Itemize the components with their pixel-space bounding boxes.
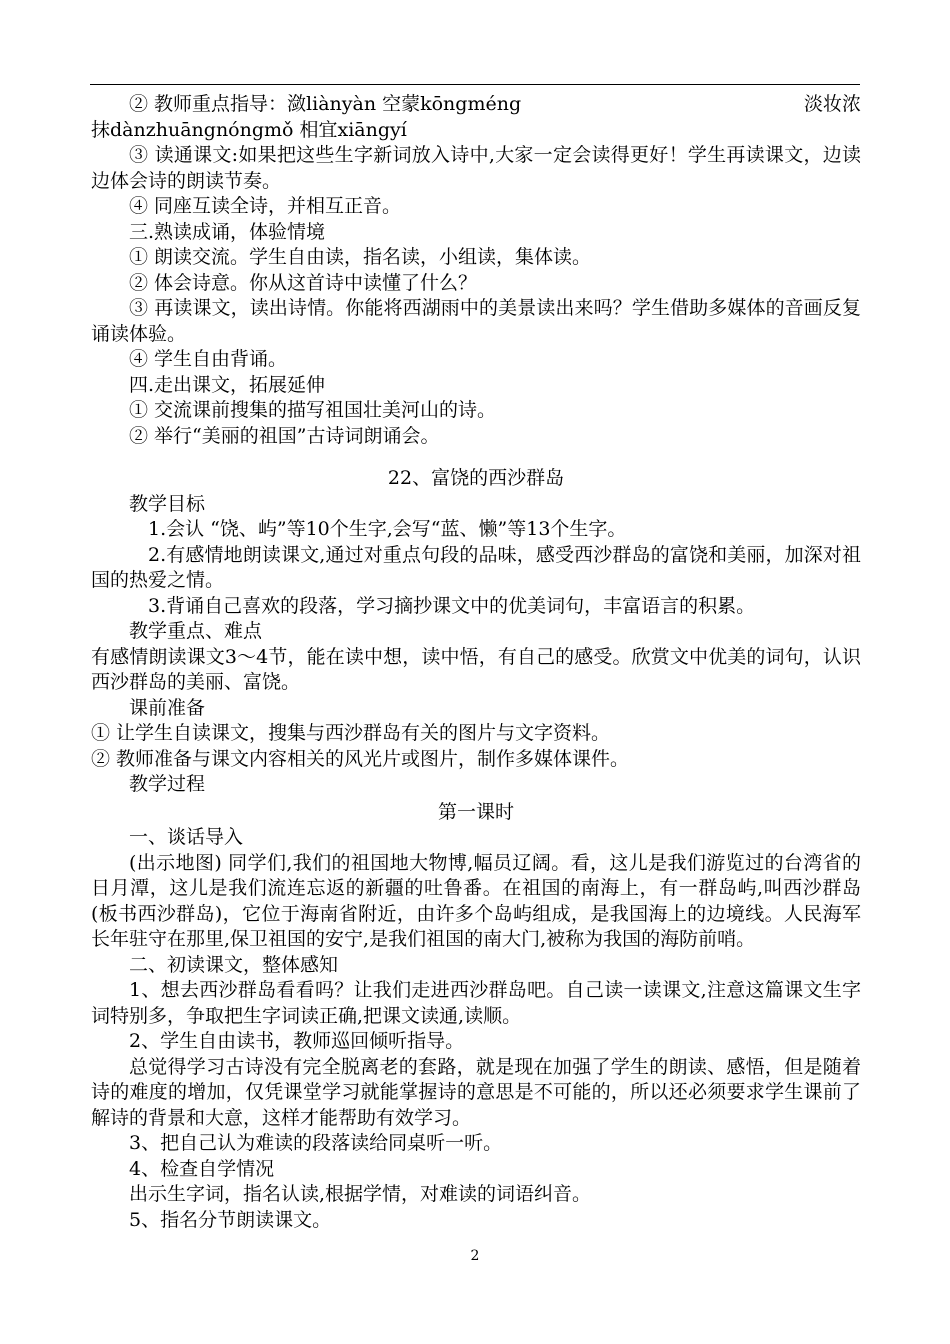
process-heading: 教学过程 bbox=[129, 773, 206, 795]
section-heading: 四.走出课文，拓展延伸 bbox=[129, 373, 326, 396]
section-heading: 一、谈话导入 bbox=[129, 826, 244, 848]
pinyin-line-continued: 抹dànzhuāngnóngmǒ 相宜xiāngyí bbox=[91, 118, 407, 141]
paragraph: ③ 读通课文:如果把这些生字新词放入诗中,大家一定会读得更好！学生再读课文，边读边体会诗的朗读节奏。 bbox=[91, 144, 861, 192]
section-heading: 三.熟读成诵，体验情境 bbox=[129, 220, 326, 243]
key-points-heading: 教学重点、难点 bbox=[129, 620, 263, 642]
period-title: 第一课时 bbox=[437, 800, 514, 823]
goals-heading: 教学目标 bbox=[129, 492, 206, 515]
key-points-text: 有感情朗读课文3～4节，能在读中想，读中悟，有自己的感受。欣赏文中优美的词句，认识西沙群岛的美丽、富饶。 bbox=[91, 645, 861, 693]
lesson-title: 22、富饶的西沙群岛 bbox=[387, 467, 565, 489]
paragraph: ④ 同座互读全诗，并相互正音。 bbox=[129, 195, 402, 217]
paragraph: ① 交流课前搜集的描写祖国壮美河山的诗。 bbox=[129, 399, 497, 421]
page-number: 2 bbox=[470, 1248, 480, 1264]
paragraph: 总觉得学习古诗没有完全脱离老的套路，就是现在加强了学生的朗读、感悟，但是随着诗的难度的增加，仅凭课堂学习就能掌握诗的意思是不可能的，所以还必须要求学生课前了解诗的背景和大意，这样才能帮助有效学习。 bbox=[91, 1055, 861, 1129]
preparation-heading: 课前准备 bbox=[129, 696, 206, 719]
paragraph: 出示生字词，指名认读,根据学情，对难读的词语纠音。 bbox=[129, 1183, 592, 1205]
goal-item: 2.有感情地朗读课文,通过对重点句段的品味，感受西沙群岛的富饶和美丽，加深对祖国的热爱之情。 bbox=[91, 543, 861, 591]
paragraph: ② 举行“美丽的祖国”古诗词朗诵会。 bbox=[129, 424, 440, 447]
pinyin-line-end: 淡妆浓 bbox=[803, 93, 861, 115]
goal-item: 1.会认 “饶、屿”等10个生字,会写“蓝、懒”等13个生字。 bbox=[148, 518, 627, 540]
paragraph: 2、学生自由读书，教师巡回倾听指导。 bbox=[129, 1030, 465, 1052]
paragraph: ② 体会诗意。你从这首诗中读懂了什么？ bbox=[129, 271, 478, 294]
paragraph: ③ 再读课文，读出诗情。你能将西湖雨中的美景读出来吗？学生借助多媒体的音画反复诵读体验。 bbox=[91, 297, 861, 345]
paragraph: (出示地图) 同学们,我们的祖国地大物博,幅员辽阔。看，这儿是我们游览过的台湾省的日月潭，这儿是我们流连忘返的新疆的吐鲁番。在祖国的南海上，有一群岛屿,叫西沙群岛(板书西沙群岛)，它位于海南省附近，由许多个岛屿组成，是我国海上的边境线。人民海军长年驻守在那里,保卫祖国的安宁,是我们祖国的南大门,被称为我国的海防前哨。 bbox=[91, 851, 861, 950]
paragraph: 1、想去西沙群岛看看吗？让我们走进西沙群岛吧。自己读一读课文,注意这篇课文生字词特别多，争取把生字词读正确,把课文读通,读顺。 bbox=[91, 979, 861, 1027]
pinyin-line bbox=[91, 92, 861, 118]
section-heading: 二、初读课文，整体感知 bbox=[129, 953, 339, 976]
paragraph: 3、把自己认为难读的段落读给同桌听一听。 bbox=[129, 1132, 503, 1154]
paragraph: ① 朗读交流。学生自由读，指名读，小组读，集体读。 bbox=[129, 246, 592, 268]
goal-item: 3.背诵自己喜欢的段落，学习摘抄课文中的优美词句，丰富语言的积累。 bbox=[148, 594, 756, 617]
pinyin-line-text: ② 教师重点指导：潋liànyàn 空蒙kōngméng bbox=[129, 93, 522, 115]
header-rule bbox=[90, 84, 860, 85]
paragraph: 4、检查自学情况 bbox=[129, 1157, 275, 1180]
document-body bbox=[91, 92, 861, 1233]
preparation-item: ② 教师准备与课文内容相关的风光片或图片，制作多媒体课件。 bbox=[91, 747, 630, 770]
preparation-item: ① 让学生自读课文，搜集与西沙群岛有关的图片与文字资料。 bbox=[91, 722, 611, 744]
paragraph: 5、指名分节朗读课文。 bbox=[129, 1208, 332, 1231]
paragraph: ④ 学生自由背诵。 bbox=[129, 348, 288, 370]
